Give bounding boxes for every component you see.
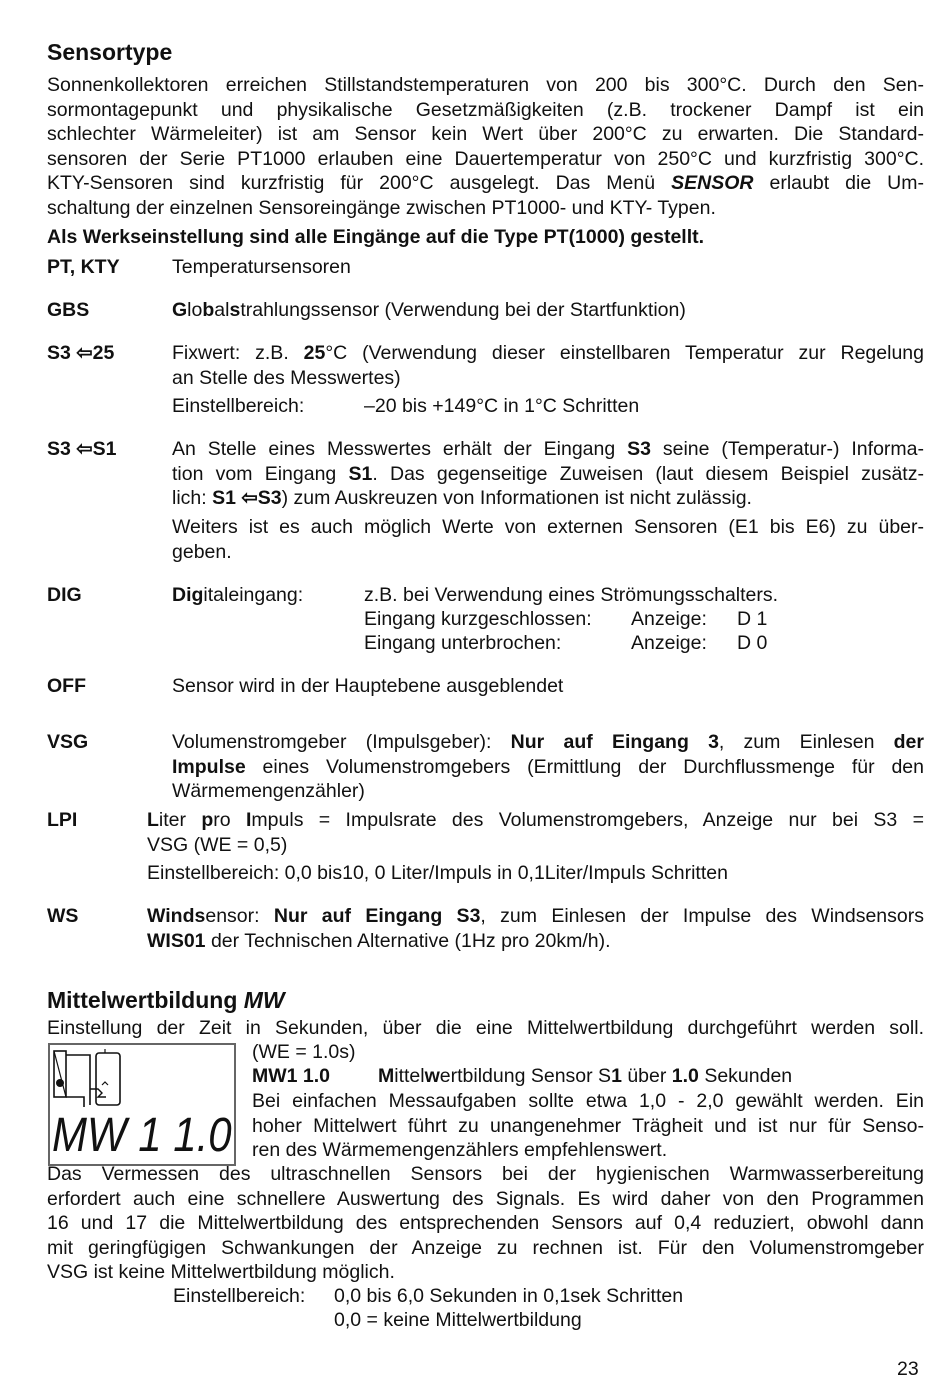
section-heading-sensortype: Sensortype xyxy=(47,39,173,65)
range-label: Einstellbereich: xyxy=(172,395,305,417)
text-run: trahlungssensor (Verwendung bei der Startfunktion) xyxy=(240,299,686,321)
key-lpi: LPI xyxy=(47,809,78,831)
intro-line xyxy=(47,171,924,196)
intro-line: Sonnenkollektoren erreichen Stillstandstemperaturen von 200 bis 300°C. Durch den Sen- xyxy=(47,74,924,96)
dig-open-label: Eingang unterbrochen: xyxy=(364,632,562,654)
mw-range-value-1: 0,0 bis 6,0 Sekunden in 0,1sek Schritten xyxy=(334,1285,684,1307)
text-run: seine (Temperatur-) Informa- xyxy=(650,438,924,460)
text-run: Sekunden xyxy=(698,1065,793,1087)
mw-paragraph-1 xyxy=(252,1089,924,1163)
desc-pt-kty: Temperatursensoren xyxy=(172,256,351,278)
text-run: 25 xyxy=(303,342,326,364)
key-ws: WS xyxy=(47,905,79,927)
lcd-display xyxy=(48,1043,236,1166)
intro-paragraph xyxy=(47,73,924,220)
desc-line: VSG (WE = 0,5) xyxy=(147,833,288,856)
desc-s3-s1-extra xyxy=(172,515,924,564)
intro-line: schaltung der einzelnen Sensoreingänge zwischen PT1000- und KTY- Typen. xyxy=(47,196,716,219)
desc-line: Weiters ist es auch möglich Werte von externen Sensoren (E1 bis E6) zu über- xyxy=(172,516,924,538)
key-dig: DIG xyxy=(47,584,82,606)
key-off: OFF xyxy=(47,675,86,697)
text-run: Nur auf Eingang S3 xyxy=(273,905,481,927)
text-run: lich: xyxy=(172,487,213,509)
mw-range-label: Einstellbereich: xyxy=(173,1285,306,1307)
dig-label xyxy=(172,583,303,608)
text-run: ro xyxy=(213,809,246,831)
page-number: 23 xyxy=(897,1358,919,1380)
text-run: S1 ⇦S3 xyxy=(212,487,282,509)
intro-line: sormontagepunkt und physikalische Gesetzmäßigkeiten (z.B. trockener Dampf ist ein xyxy=(47,98,924,121)
mw-range-value-2: 0,0 = keine Mittelwertbildung xyxy=(334,1309,582,1331)
desc-line xyxy=(147,929,924,954)
text-run: eines Volumenstromgebers (Ermittlung der Durchflussmenge für den xyxy=(245,755,924,778)
desc-line xyxy=(172,486,924,511)
text-run: Mittelwertbildung xyxy=(47,987,244,1013)
desc-gbs xyxy=(172,298,686,323)
text-run: , zum Einlesen der Impulse des Windsensors xyxy=(480,905,924,927)
text-run: Wind xyxy=(147,905,195,927)
text-run: ertbildung Sensor S xyxy=(439,1065,612,1087)
desc-s3-s1 xyxy=(172,437,924,511)
text-run: L xyxy=(147,809,159,831)
pump-icon xyxy=(56,1079,64,1087)
mw-paragraph-2 xyxy=(47,1162,924,1285)
section-heading-mittelwert xyxy=(47,986,285,1014)
mw-p2-line: Das Vermessen des ultraschnellen Sensors bei der hygienischen Warmwasserbereitung xyxy=(47,1163,924,1185)
text-run: Fixwert: z.B. xyxy=(172,342,304,364)
lcd-diagram xyxy=(50,1045,234,1164)
desc-lpi xyxy=(147,808,924,857)
dig-open-anzeige: Anzeige: xyxy=(631,632,707,654)
dig-line1: z.B. bei Verwendung eines Strömungsschalters. xyxy=(364,584,779,606)
text-run: iter xyxy=(158,809,202,831)
text-run: über xyxy=(621,1065,672,1087)
key-gbs: GBS xyxy=(47,299,90,321)
text-run: MW xyxy=(243,987,285,1013)
text-run: S1 xyxy=(348,462,373,485)
dig-closed-label: Eingang kurzgeschlossen: xyxy=(364,608,592,630)
desc-line xyxy=(172,755,924,780)
text-run: w xyxy=(424,1065,440,1087)
text-run: der Technischen Alternative (1Hz pro 20km/h). xyxy=(205,929,611,952)
desc-line xyxy=(172,437,924,462)
text-run: 1.0 xyxy=(671,1065,699,1087)
text-run: Impulse xyxy=(172,755,246,778)
text-run: ittel xyxy=(394,1065,425,1087)
text-run: ensor: xyxy=(205,905,274,927)
text-run: An Stelle eines Messwertes erhält der Eingang xyxy=(172,438,628,460)
text-run: erlaubt die Um- xyxy=(753,172,925,194)
text-run: tion vom Eingang xyxy=(172,462,349,485)
mw-p2-line: 16 und 17 die Mittelwertbildung des entsprechenden Sensors auf 0,4 reduziert, obwohl dann xyxy=(47,1212,924,1234)
mw-p2-line: erfordert auch eine schnellere Auswertung des Signals. Es wird daher von den Programmen xyxy=(47,1187,924,1210)
sensor-menu-name: SENSOR xyxy=(671,172,754,194)
desc-ws xyxy=(147,904,924,953)
lpi-range: Einstellbereich: 0,0 bis10, 0 Liter/Impuls in 0,1Liter/Impuls Schritten xyxy=(147,862,728,884)
intro-line: schlechter Wärmeleiter) ist am Sensor kein Wert über 200°C zu erwarten. Die Standard- xyxy=(47,123,924,145)
mw-key: MW1 1.0 xyxy=(252,1065,331,1087)
text-run: WIS01 xyxy=(147,929,206,952)
desc-line xyxy=(147,808,924,833)
lcd-text: MW 1 1.0 xyxy=(52,1107,232,1162)
desc-line xyxy=(172,462,924,487)
mw-p1-line: Bei einfachen Messaufgaben sollte etwa 1,0 - 2,0 gewählt werden. Ein xyxy=(252,1090,924,1112)
text-run: . Das gegenseitige Zuweisen (laut diesem Beispiel zusätz- xyxy=(372,462,924,485)
text-run: mpuls = Impulsrate des Volumenstromgebers, Anzeige nur bei S3 = xyxy=(251,809,924,831)
desc-line: an Stelle des Messwertes) xyxy=(172,366,401,389)
text-run: ) zum Auskreuzen von Informationen ist nicht zulässig. xyxy=(281,487,752,509)
desc-s3-25 xyxy=(172,341,924,390)
text-run: °C (Verwendung dieser einstellbaren Temperatur zur Regelung xyxy=(325,342,924,364)
desc-line: Wärmemengenzähler) xyxy=(172,780,365,802)
desc-off: Sensor wird in der Hauptebene ausgeblendet xyxy=(172,675,564,697)
dig-closed-anzeige: Anzeige: xyxy=(631,608,707,630)
text-run: Nur auf Eingang 3 xyxy=(510,731,719,753)
text-run: 1 xyxy=(611,1065,622,1087)
key-vsg: VSG xyxy=(47,731,89,753)
factory-note: Als Werkseinstellung sind alle Eingänge auf die Type PT(1000) gestellt. xyxy=(47,226,705,248)
key-s3-s1: S3 ⇦S1 xyxy=(47,438,117,460)
desc-vsg xyxy=(172,730,924,804)
text-run: Dig xyxy=(172,584,204,606)
key-pt-kty: PT, KTY xyxy=(47,256,120,278)
mw-p1-line: hoher Mittelwert führt zu unangenehmer Trägheit und ist nur für Senso- xyxy=(252,1114,924,1137)
desc-line xyxy=(147,904,924,929)
mw-desc xyxy=(378,1064,792,1089)
dig-open-value: D 0 xyxy=(737,632,768,654)
text-run: s xyxy=(194,905,206,927)
desc-line xyxy=(172,341,924,366)
text-run: KTY-Sensoren sind kurzfristig für 200°C ausgelegt. Das Menü xyxy=(47,172,672,194)
text-run: lo xyxy=(187,299,203,321)
text-run: al xyxy=(214,299,230,321)
desc-line xyxy=(172,730,924,755)
text-run: , zum Einlesen xyxy=(718,731,894,753)
mw-intro xyxy=(47,1016,924,1041)
text-run: b xyxy=(202,299,215,321)
mw-we: (WE = 1.0s) xyxy=(252,1041,356,1063)
text-run: s xyxy=(229,299,241,321)
key-s3-25: S3 ⇦25 xyxy=(47,342,115,364)
text-run: I xyxy=(246,809,252,831)
desc-line: geben. xyxy=(172,540,232,563)
text-run: M xyxy=(378,1065,395,1087)
intro-line: sensoren der Serie PT1000 erlauben eine Dauertemperatur von 250°C und kurzfristig 300°C. xyxy=(47,147,924,170)
mw-p2-line: VSG ist keine Mittelwertbildung möglich. xyxy=(47,1261,395,1283)
text-run: G xyxy=(172,299,188,321)
text-run: S3 xyxy=(627,438,651,460)
text-run: der xyxy=(893,731,924,753)
range-value: –20 bis +149°C in 1°C Schritten xyxy=(364,395,640,417)
mw-intro-line: Einstellung der Zeit in Sekunden, über die eine Mittelwertbildung durchgeführt werden soll. xyxy=(47,1017,924,1039)
mw-p2-line: mit geringfügigen Schwankungen der Anzeige zu rechnen ist. Für den Volumenstromgeber xyxy=(47,1236,924,1259)
dig-closed-value: D 1 xyxy=(737,608,768,630)
text-run: Volumenstromgeber (Impulsgeber): xyxy=(172,731,511,753)
text-run: p xyxy=(201,809,214,831)
text-run: italeingang: xyxy=(203,584,304,606)
mw-p1-line: ren des Wärmemengenzählers empfehlenswert. xyxy=(252,1139,668,1161)
